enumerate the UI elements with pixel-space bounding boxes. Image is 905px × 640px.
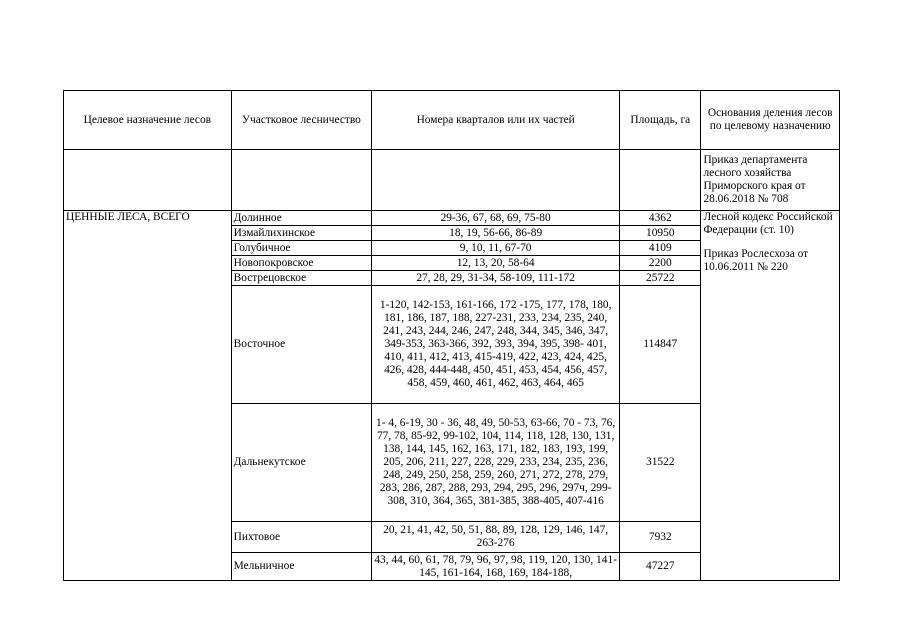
quarter-numbers: 1-120, 142-153, 161-166, 172 -175, 177, 178, 180, 181, 186, 187, 188, 227-231, 233, 234, 235, 240, 241, 243, 244, 246, 247, 248, 344, 345, 346, 347, 349-353, 363-366, 392, 393, 394, 395, 398- 401, 410, 411, 412, 413, 415-419, 422, 423, 424, 425, 426, 428, 444-448, 450, 451, 453, 454, 456, 457, 458, 459, 460, 461, 462, 463, 464, 465 bbox=[372, 286, 620, 404]
table-row bbox=[64, 211, 840, 226]
district-name: Дальнекутское bbox=[231, 404, 372, 522]
area-value: 4109 bbox=[620, 241, 701, 256]
area-value: 7932 bbox=[620, 522, 701, 553]
main-basis bbox=[701, 211, 840, 581]
area-value: 2200 bbox=[620, 256, 701, 271]
forest-purpose-table bbox=[63, 90, 840, 581]
header-district: Участковое лесничество bbox=[231, 91, 372, 150]
quarter-numbers: 1- 4, 6-19, 30 - 36, 48, 49, 50-53, 63-66, 70 - 73, 76, 77, 78, 85-92, 99-102, 104, 114, 118, 128, 130, 131, 138, 144, 145, 162, 163, 171, 182, 183, 193, 199, 205, 206, 211, 227, 228, 229, 233, 234, 235, 236, 248, 249, 250, 258, 259, 260, 271, 272, 278, 279, 283, 286, 287, 288, 293, 294, 295, 296, 297ч, 299-308, 310, 364, 365, 381-385, 388-405, 407-416 bbox=[372, 404, 620, 522]
basis-forest-code: Лесной кодекс Российской Федерации (ст. 10) bbox=[703, 211, 833, 236]
area-value: 114847 bbox=[620, 286, 701, 404]
area-value: 4362 bbox=[620, 211, 701, 226]
area-value: 25722 bbox=[620, 271, 701, 286]
district-name: Новопокровское bbox=[231, 256, 372, 271]
table-header-row bbox=[64, 91, 840, 150]
district-name: Голубичное bbox=[231, 241, 372, 256]
district-name: Долинное bbox=[231, 211, 372, 226]
header-basis: Основания деления лесов по целевому назначению bbox=[701, 91, 840, 150]
quarter-numbers: 29-36, 67, 68, 69, 75-80 bbox=[372, 211, 620, 226]
area-value: 47227 bbox=[620, 553, 701, 581]
district-name: Пихтовое bbox=[231, 522, 372, 553]
basis-rosleskhoz-order: Приказ Рослесхоза от 10.06.2011 № 220 bbox=[703, 248, 809, 273]
quarter-numbers: 20, 21, 41, 42, 50, 51, 88, 89, 128, 129, 146, 147, 263-276 bbox=[372, 522, 620, 553]
district-name: Измайлихинское bbox=[231, 226, 372, 241]
quarter-numbers: 12, 13, 20, 58-64 bbox=[372, 256, 620, 271]
category-label: ЦЕННЫЕ ЛЕСА, ВСЕГО bbox=[64, 211, 232, 581]
district-name: Восточное bbox=[231, 286, 372, 404]
header-area: Площадь, га bbox=[620, 91, 701, 150]
district-name: Мельничное bbox=[231, 553, 372, 581]
order-row bbox=[64, 150, 840, 211]
district-name: Вострецовское bbox=[231, 271, 372, 286]
area-value: 10950 bbox=[620, 226, 701, 241]
quarter-numbers: 27, 28, 29, 31-34, 58-109, 111-172 bbox=[372, 271, 620, 286]
area-value: 31522 bbox=[620, 404, 701, 522]
quarter-numbers: 18, 19, 56-66, 86-89 bbox=[372, 226, 620, 241]
quarter-numbers: 9, 10, 11, 67-70 bbox=[372, 241, 620, 256]
header-quarters: Номера кварталов или их частей bbox=[372, 91, 620, 150]
header-purpose: Целевое назначение лесов bbox=[64, 91, 232, 150]
order-basis: Приказ департамента лесного хозяйства Приморского края от 28.06.2018 № 708 bbox=[701, 150, 840, 211]
quarter-numbers: 43, 44, 60, 61, 78, 79, 96, 97, 98, 119, 120, 130, 141-145, 161-164, 168, 169, 184-188, bbox=[372, 553, 620, 581]
